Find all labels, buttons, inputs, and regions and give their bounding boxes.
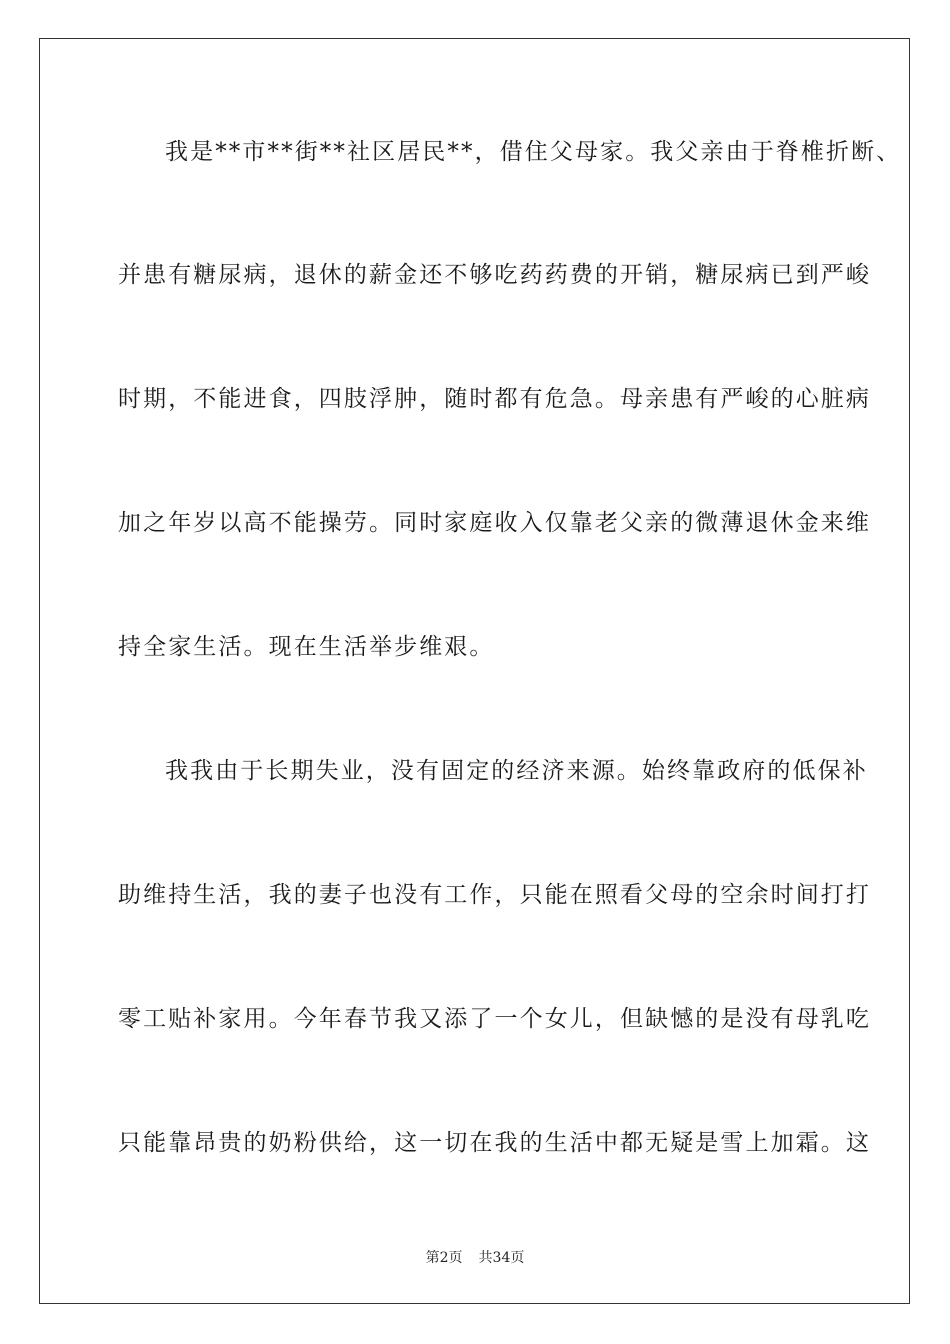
- total-pages: 共34页: [478, 1250, 525, 1266]
- paragraph-1-line-5: 持全家生活。现在生活举步维艰。: [118, 634, 495, 660]
- paragraph-1-line-1: 我是**市**街**社区居民**，借住父母家。我父亲由于脊椎折断、: [165, 139, 902, 165]
- page-footer: [0, 1247, 950, 1267]
- page-number: 第2页: [425, 1250, 463, 1266]
- paragraph-2-line-4: 只能靠昂贵的奶粉供给，这一切在我的生活中都无疑是雪上加霜。这: [118, 1130, 871, 1156]
- paragraph-2-line-3: 零工贴补家用。今年春节我又添了一个女儿，但缺憾的是没有母乳吃: [118, 1006, 871, 1032]
- paragraph-1-line-3: 时期，不能进食，四肢浮肿，随时都有危急。母亲患有严峻的心脏病: [118, 386, 871, 412]
- paragraph-2-line-1: 我我由于长期失业，没有固定的经济来源。始终靠政府的低保补: [165, 758, 868, 784]
- paragraph-1-line-4: 加之年岁以高不能操劳。同时家庭收入仅靠老父亲的微薄退休金来维: [118, 510, 871, 536]
- page-border: [39, 38, 910, 1304]
- paragraph-2-line-2: 助维持生活，我的妻子也没有工作，只能在照看父母的空余时间打打: [118, 882, 871, 908]
- paragraph-1-line-2: 并患有糖尿病，退休的薪金还不够吃药药费的开销，糖尿病已到严峻: [118, 262, 871, 288]
